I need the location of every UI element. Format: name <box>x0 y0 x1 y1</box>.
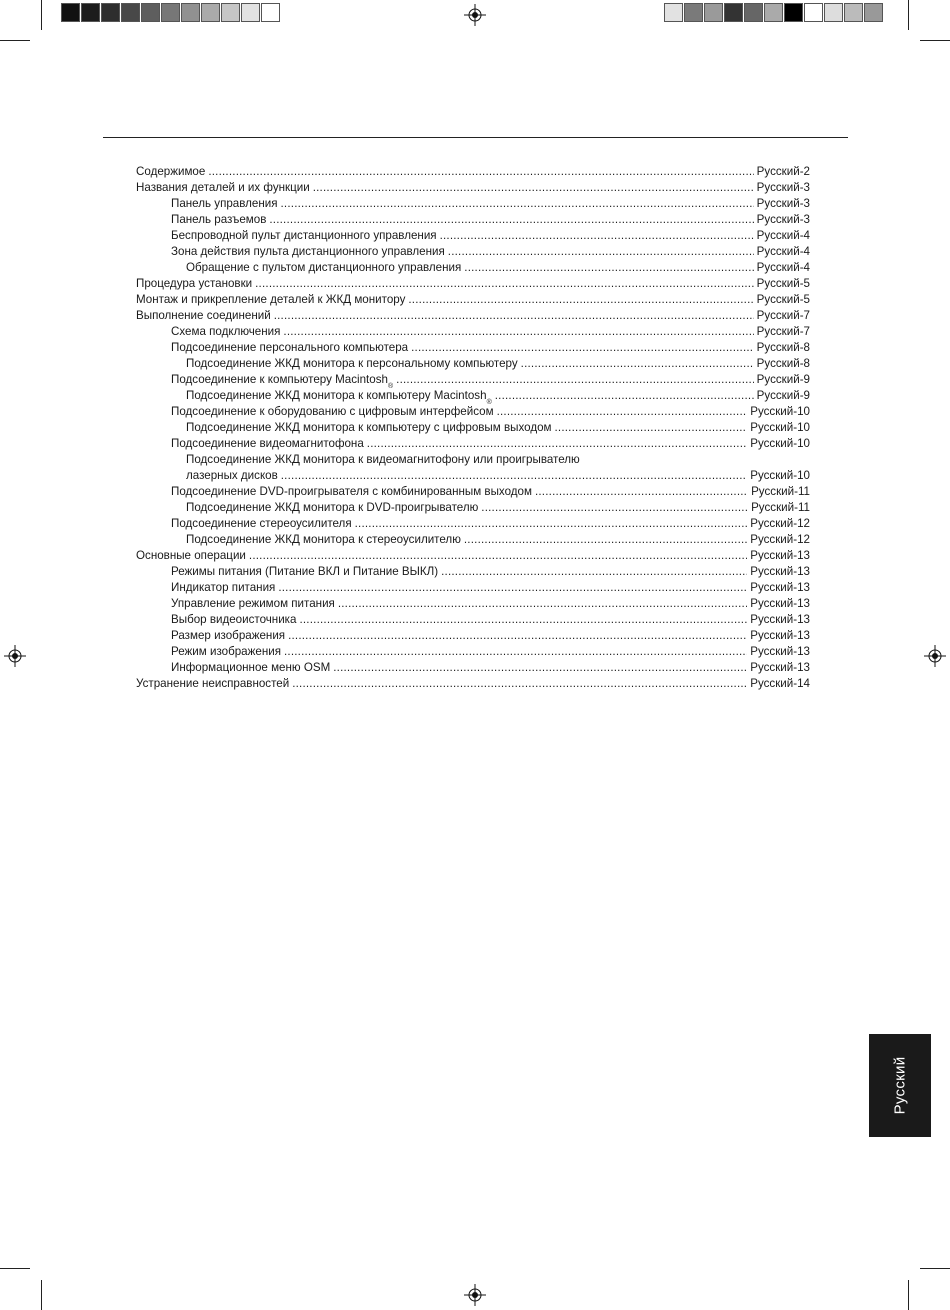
toc-entry <box>136 323 810 339</box>
toc-entry <box>136 595 810 611</box>
dot-leader <box>555 421 748 435</box>
toc-entry-page: Русский-13 <box>750 645 810 658</box>
toc-entry: Подсоединение к компьютеру Macintosh ® ..... Русский-9 <box>136 371 810 387</box>
crop-mark <box>908 1280 909 1310</box>
dot-leader <box>281 469 747 483</box>
toc-entry <box>136 643 810 659</box>
header-rule <box>103 137 848 138</box>
toc-entry-page: Русский-13 <box>750 549 810 562</box>
toc-entry <box>136 611 810 627</box>
toc-entry-page: Русский-5 <box>756 293 810 306</box>
toc-entry-page: Русский-11 <box>751 485 810 498</box>
toc-entry-title: Управление режимом питания <box>171 597 335 610</box>
dot-leader <box>535 485 748 499</box>
toc-entry-title: Размер изображения <box>171 629 286 642</box>
toc-entry-page: Русский-7 <box>756 309 810 322</box>
toc-entry-title: Подсоединение DVD-проигрывателя с комбинированным выходом <box>171 485 532 498</box>
dot-leader <box>281 197 754 211</box>
toc-entry-title: Подсоединение ЖКД монитора к персональному компьютеру <box>186 357 518 370</box>
toc-entry-page: Русский-13 <box>750 629 810 642</box>
table-of-contents <box>136 163 810 691</box>
toc-entry-title: Информационное меню OSM <box>171 661 331 674</box>
toc-entry-title: Выбор видеоисточника <box>171 613 297 626</box>
toc-entry <box>136 275 810 291</box>
color-swatch <box>141 3 160 22</box>
toc-entry-page: Русский-10 <box>750 421 810 434</box>
color-swatch <box>61 3 80 22</box>
toc-entry-title: Содержимое <box>136 165 206 178</box>
toc-entry <box>136 163 810 179</box>
toc-entry-page: Русский-8 <box>756 357 810 370</box>
toc-entry-page: Русский-10 <box>750 437 810 450</box>
toc-entry-title: Подсоединение ЖКД монитора к компьютеру с цифровым выходом <box>186 421 552 434</box>
color-swatch <box>704 3 723 22</box>
color-swatch <box>684 3 703 22</box>
color-swatch <box>201 3 220 22</box>
dot-leader <box>464 261 753 275</box>
color-swatch <box>161 3 180 22</box>
toc-entry <box>136 563 810 579</box>
toc-entry-page: Русский-13 <box>750 597 810 610</box>
toc-entry-title: Подсоединение ЖКД монитора к компьютеру Macintosh <box>186 389 487 402</box>
toc-entry-title: Индикатор питания <box>171 581 276 594</box>
toc-entry-page: Русский-9 <box>756 373 810 386</box>
toc-entry-title: Подсоединение персонального компьютера <box>171 341 409 354</box>
toc-entry <box>136 531 810 547</box>
toc-entry-title: Панель разъемов <box>171 213 267 226</box>
toc-entry <box>136 211 810 227</box>
toc-entry-title: Беспроводной пульт дистанционного управления <box>171 229 437 242</box>
dot-leader <box>288 629 747 643</box>
dot-leader <box>411 341 754 355</box>
toc-entry-title: Панель управления <box>171 197 278 210</box>
dot-leader <box>274 309 754 323</box>
toc-entry-page: Русский-13 <box>750 581 810 594</box>
color-swatch <box>81 3 100 22</box>
toc-entry-title: Монтаж и прикрепление деталей к ЖКД монитору <box>136 293 406 306</box>
toc-entry <box>136 179 810 195</box>
dot-leader <box>313 181 754 195</box>
dot-leader <box>396 373 754 387</box>
toc-entry-title: Режим изображения <box>171 645 281 658</box>
toc-entry <box>136 547 810 563</box>
registration-mark-icon <box>924 645 946 667</box>
toc-entry-page: Русский-3 <box>756 197 810 210</box>
toc-entry <box>136 483 810 499</box>
color-swatch <box>181 3 200 22</box>
color-swatch <box>724 3 743 22</box>
toc-entry-page: Русский-3 <box>756 213 810 226</box>
dot-leader <box>283 325 753 339</box>
toc-entry <box>136 659 810 675</box>
toc-entry-page: Русский-4 <box>756 245 810 258</box>
dot-leader <box>278 581 747 595</box>
toc-entry-page: Русский-3 <box>756 181 810 194</box>
crop-mark <box>908 0 909 30</box>
dot-leader <box>284 645 747 659</box>
toc-entry-title: Подсоединение стереоусилителя <box>171 517 352 530</box>
registration-mark-icon <box>464 4 486 26</box>
toc-entry <box>136 339 810 355</box>
crop-mark <box>920 1268 950 1269</box>
toc-entry-title: Подсоединение к оборудованию с цифровым интерфейсом <box>171 405 494 418</box>
toc-entry-page: Русский-5 <box>756 277 810 290</box>
toc-entry-title: Устранение неисправностей <box>136 677 290 690</box>
dot-leader <box>497 405 748 419</box>
dot-leader <box>464 533 747 547</box>
toc-entry-page: Русский-9 <box>756 389 810 402</box>
toc-entry <box>136 307 810 323</box>
color-swatch <box>744 3 763 22</box>
dot-leader <box>249 549 747 563</box>
color-swatch <box>121 3 140 22</box>
color-swatch <box>844 3 863 22</box>
color-swatch <box>221 3 240 22</box>
toc-entry <box>136 355 810 371</box>
dot-leader <box>208 165 753 179</box>
toc-entry-page: Русский-10 <box>750 469 810 482</box>
dot-leader <box>495 389 754 403</box>
toc-entry-page: Русский-10 <box>750 405 810 418</box>
dot-leader <box>299 613 747 627</box>
toc-entry-title: Режимы питания (Питание ВКЛ и Питание ВЫКЛ) <box>171 565 439 578</box>
toc-entry-title: Выполнение соединений <box>136 309 271 322</box>
color-bar-left <box>61 3 281 22</box>
dot-leader <box>448 245 754 259</box>
toc-entry-page: Русский-13 <box>750 565 810 578</box>
dot-leader <box>255 277 754 291</box>
toc-entry-page: Русский-4 <box>756 229 810 242</box>
toc-entry-title: Обращение с пультом дистанционного управления <box>186 261 462 274</box>
toc-entry-title: Подсоединение ЖКД монитора к видеомагнитофону или проигрывателю <box>186 453 580 466</box>
language-tab-label: Русский <box>891 1056 909 1115</box>
toc-entry <box>136 259 810 275</box>
crop-mark <box>0 1268 30 1269</box>
dot-leader <box>292 677 747 691</box>
toc-entry-title: Названия деталей и их функции <box>136 181 310 194</box>
toc-entry <box>136 435 810 451</box>
toc-entry-page: Русский-12 <box>750 533 810 546</box>
toc-entry-title: Процедура установки <box>136 277 253 290</box>
toc-entry <box>136 627 810 643</box>
toc-entry <box>136 515 810 531</box>
dot-leader <box>521 357 754 371</box>
toc-entry <box>136 467 810 483</box>
toc-entry-title: Подсоединение ЖКД монитора к стереоусилителю <box>186 533 461 546</box>
registration-mark-icon <box>4 645 26 667</box>
toc-entry-title: Подсоединение видеомагнитофона <box>171 437 364 450</box>
color-swatch <box>664 3 683 22</box>
dot-leader <box>355 517 748 531</box>
toc-entry-page: Русский-11 <box>751 501 810 514</box>
color-swatch <box>804 3 823 22</box>
toc-entry-page: Русский-13 <box>750 661 810 674</box>
crop-mark <box>920 40 950 41</box>
toc-entry-page: Русский-14 <box>750 677 810 690</box>
color-swatch <box>261 3 280 22</box>
toc-entry <box>136 451 810 467</box>
registration-mark-icon <box>464 1284 486 1306</box>
toc-entry-page: Русский-13 <box>750 613 810 626</box>
toc-entry-page: Русский-12 <box>750 517 810 530</box>
dot-leader <box>367 437 747 451</box>
color-swatch <box>824 3 843 22</box>
toc-entry-title: лазерных дисков <box>186 469 278 482</box>
color-bar-right <box>664 3 884 22</box>
toc-entry <box>136 499 810 515</box>
crop-mark <box>0 40 30 41</box>
toc-entry-page: Русский-8 <box>756 341 810 354</box>
toc-entry-title: Подсоединение к компьютеру Macintosh <box>171 373 388 386</box>
color-swatch <box>784 3 803 22</box>
toc-entry <box>136 675 810 691</box>
dot-leader <box>269 213 753 227</box>
toc-entry <box>136 291 810 307</box>
toc-entry <box>136 243 810 259</box>
toc-entry-page: Русский-7 <box>756 325 810 338</box>
dot-leader <box>338 597 747 611</box>
dot-leader <box>440 229 754 243</box>
toc-entry <box>136 403 810 419</box>
color-swatch <box>241 3 260 22</box>
toc-entry-title: Зона действия пульта дистанционного управления <box>171 245 445 258</box>
color-swatch <box>101 3 120 22</box>
dot-leader <box>333 661 747 675</box>
toc-entry-title: Подсоединение ЖКД монитора к DVD-проигрывателю <box>186 501 479 514</box>
toc-entry-title: Схема подключения <box>171 325 281 338</box>
toc-entry <box>136 195 810 211</box>
dot-leader <box>441 565 747 579</box>
toc-entry-page: Русский-2 <box>756 165 810 178</box>
language-tab <box>869 1034 931 1137</box>
toc-entry <box>136 419 810 435</box>
toc-entry-title: Основные операции <box>136 549 246 562</box>
toc-entry <box>136 227 810 243</box>
dot-leader <box>481 501 748 515</box>
crop-mark <box>41 0 42 30</box>
color-swatch <box>864 3 883 22</box>
toc-entry: Подсоединение ЖКД монитора к компьютеру Macintosh ® ..... Русский-9 <box>136 387 810 403</box>
dot-leader <box>408 293 753 307</box>
crop-mark <box>41 1280 42 1310</box>
toc-entry-page: Русский-4 <box>756 261 810 274</box>
color-swatch <box>764 3 783 22</box>
toc-entry <box>136 579 810 595</box>
